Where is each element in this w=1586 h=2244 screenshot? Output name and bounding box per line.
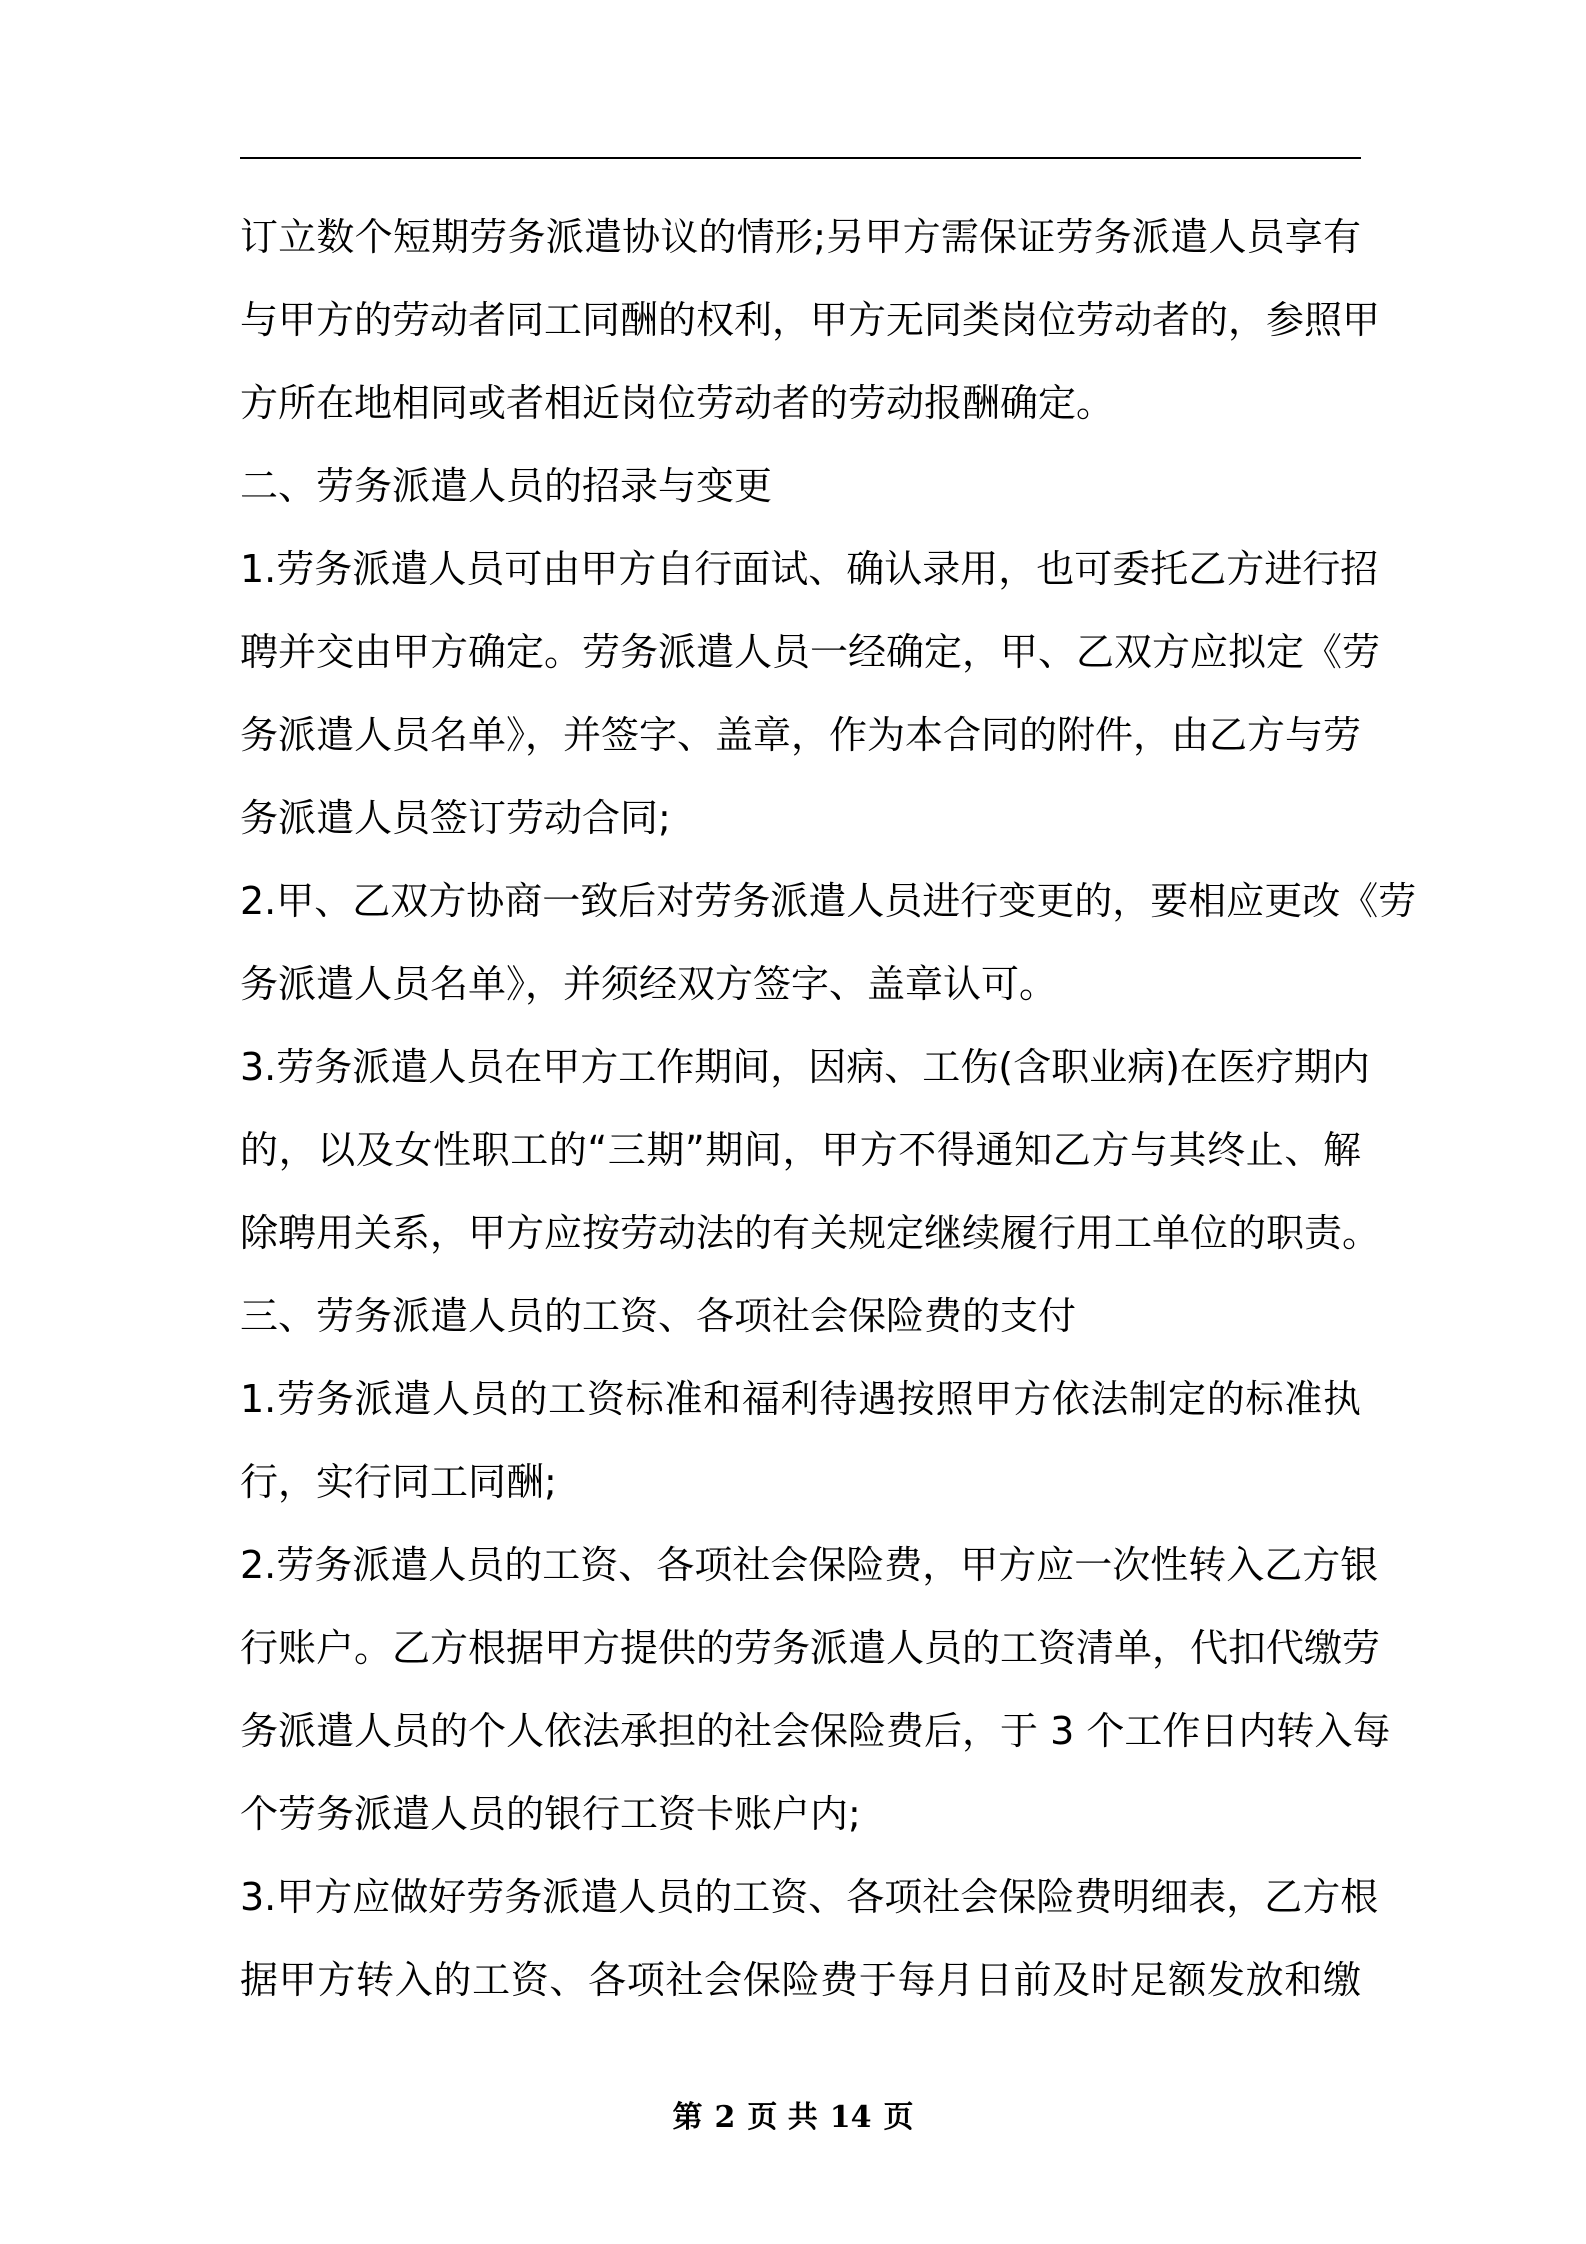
section-heading: 三、劳务派遣人员的工资、各项社会保险费的支付 xyxy=(240,1294,1077,1338)
text-line: 行账户。乙方根据甲方提供的劳务派遣人员的工资清单，代扣代缴劳 xyxy=(240,1626,1381,1670)
text-line: 据甲方转入的工资、各项社会保险费于每月日前及时足额发放和缴 xyxy=(240,1958,1361,2002)
document-body xyxy=(240,196,1417,2022)
text-line: 1.劳务派遣人员可由甲方自行面试、确认录用，也可委托乙方进行招 xyxy=(240,547,1379,591)
text-line: 3.甲方应做好劳务派遣人员的工资、各项社会保险费明细表，乙方根 xyxy=(240,1875,1379,1919)
text-line: 务派遣人员的个人依法承担的社会保险费后，于 3 个工作日内转入每 xyxy=(240,1709,1391,1753)
text-line: 务派遣人员签订劳动合同; xyxy=(240,796,671,840)
header-rule xyxy=(240,157,1361,159)
page-number: 2 xyxy=(714,2100,736,2135)
text-line: 2.甲、乙双方协商一致后对劳务派遣人员进行变更的，要相应更改《劳 xyxy=(240,879,1417,923)
text-line: 方所在地相同或者相近岗位劳动者的劳动报酬确定。 xyxy=(240,381,1115,425)
text-line: 1.劳务派遣人员的工资标准和福利待遇按照甲方依法制定的标准执 xyxy=(240,1377,1361,1421)
page-label-mid: 页 共 xyxy=(747,2100,818,2135)
text-line: 务派遣人员名单》，并签字、盖章，作为本合同的附件，由乙方与劳 xyxy=(240,713,1362,757)
total-pages: 14 xyxy=(829,2100,872,2135)
text-line: 个劳务派遣人员的银行工资卡账户内; xyxy=(240,1792,861,1836)
text-line: 聘并交由甲方确定。劳务派遣人员一经确定，甲、乙双方应拟定《劳 xyxy=(240,630,1381,674)
text-line: 务派遣人员名单》，并须经双方签字、盖章认可。 xyxy=(240,962,1058,1006)
text-line: 2.劳务派遣人员的工资、各项社会保险费，甲方应一次性转入乙方银 xyxy=(240,1543,1379,1587)
page-label-prefix: 第 xyxy=(672,2100,703,2135)
section-heading: 二、劳务派遣人员的招录与变更 xyxy=(240,464,773,508)
text-line: 行，实行同工同酬; xyxy=(240,1460,557,1504)
page-label-suffix: 页 xyxy=(883,2100,914,2135)
page-footer xyxy=(0,2098,1586,2138)
text-line: 的，以及女性职工的“三期”期间，甲方不得通知乙方与其终止、解 xyxy=(240,1128,1361,1172)
text-line: 与甲方的劳动者同工同酬的权利，甲方无同类岗位劳动者的，参照甲 xyxy=(240,298,1381,342)
text-line: 订立数个短期劳务派遣协议的情形;另甲方需保证劳务派遣人员享有 xyxy=(240,215,1361,259)
text-line: 除聘用关系，甲方应按劳动法的有关规定继续履行用工单位的职责。 xyxy=(240,1211,1381,1255)
text-line: 3.劳务派遣人员在甲方工作期间，因病、工伤(含职业病)在医疗期内 xyxy=(240,1045,1370,1089)
